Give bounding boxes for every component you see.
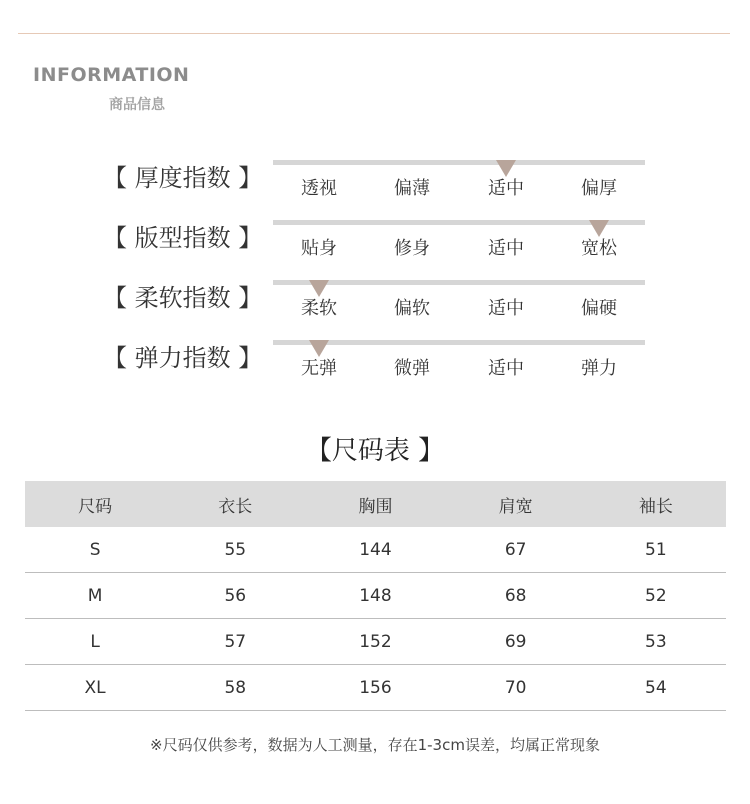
index-row-stretch <box>0 338 750 388</box>
table-cell: 54 <box>586 665 726 711</box>
table-row <box>25 665 726 711</box>
table-row <box>25 619 726 665</box>
index-option: 宽松 <box>581 238 617 259</box>
index-scale-track <box>273 160 645 165</box>
table-cell: 55 <box>165 527 305 573</box>
size-chart-header-row <box>25 481 726 527</box>
index-option: 偏薄 <box>394 178 430 199</box>
index-option: 微弹 <box>394 358 430 379</box>
table-cell: 57 <box>165 619 305 665</box>
table-row <box>25 527 726 573</box>
section-title: INFORMATION <box>33 64 190 86</box>
table-cell: 156 <box>305 665 445 711</box>
index-label: 【 柔软指数 】 <box>103 284 263 312</box>
table-cell: 52 <box>586 573 726 619</box>
index-option: 贴身 <box>301 238 337 259</box>
table-cell: 152 <box>305 619 445 665</box>
index-option: 透视 <box>301 178 337 199</box>
section-subtitle: 商品信息 <box>109 97 165 113</box>
table-cell: 148 <box>305 573 445 619</box>
table-cell: 51 <box>586 527 726 573</box>
table-cell: 70 <box>446 665 586 711</box>
index-label: 【 版型指数 】 <box>103 224 263 252</box>
table-cell: M <box>25 573 165 619</box>
size-disclaimer-note: ※尺码仅供参考，数据为人工测量，存在1-3cm误差，均属正常现象 <box>150 736 600 754</box>
index-option: 柔软 <box>301 298 337 319</box>
table-cell: 144 <box>305 527 445 573</box>
header-cell-bust: 胸围 <box>305 481 445 527</box>
index-row-fit <box>0 218 750 268</box>
index-option: 适中 <box>488 178 524 199</box>
index-option: 适中 <box>488 358 524 379</box>
header-cell-size: 尺码 <box>25 481 165 527</box>
index-label: 【 厚度指数 】 <box>103 164 263 192</box>
index-option: 适中 <box>488 298 524 319</box>
index-option: 偏软 <box>394 298 430 319</box>
header-cell-sleeve: 袖长 <box>586 481 726 527</box>
index-option: 偏硬 <box>581 298 617 319</box>
index-option: 修身 <box>394 238 430 259</box>
table-cell: 58 <box>165 665 305 711</box>
header-cell-length: 衣长 <box>165 481 305 527</box>
header-cell-shoulder: 肩宽 <box>446 481 586 527</box>
table-row <box>25 573 726 619</box>
table-cell: 67 <box>446 527 586 573</box>
index-option: 无弹 <box>301 358 337 379</box>
top-divider <box>18 33 730 34</box>
table-cell: 53 <box>586 619 726 665</box>
table-cell: S <box>25 527 165 573</box>
index-option: 适中 <box>488 238 524 259</box>
table-cell: 68 <box>446 573 586 619</box>
index-row-thickness <box>0 158 750 208</box>
index-label: 【 弹力指数 】 <box>103 344 263 372</box>
table-cell: 69 <box>446 619 586 665</box>
index-row-softness <box>0 278 750 328</box>
table-cell: L <box>25 619 165 665</box>
index-option: 偏厚 <box>581 178 617 199</box>
index-option: 弹力 <box>581 358 617 379</box>
table-cell: XL <box>25 665 165 711</box>
size-chart-title: 【尺码表 】 <box>305 436 445 466</box>
size-chart-table <box>25 481 726 711</box>
table-cell: 56 <box>165 573 305 619</box>
